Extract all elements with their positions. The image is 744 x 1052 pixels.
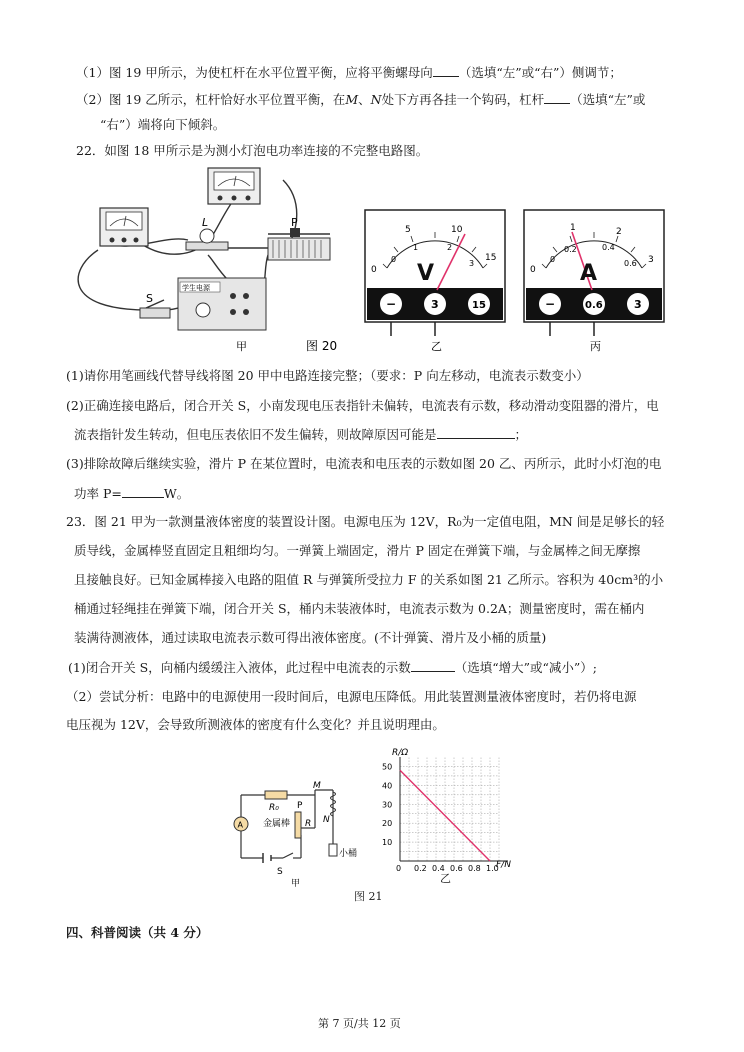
x-tick-label: 0.8: [468, 864, 481, 873]
answer-blank[interactable]: [433, 63, 459, 77]
switch-s-label: S: [277, 867, 283, 877]
q23-stem-4: 桶通过轻绳挂在弹簧下端，闭合开关 S，桶内未装液体时，电流表示数为 0.2A；测量密度时，需在桶内: [74, 601, 645, 616]
svg-text:1: 1: [413, 243, 419, 252]
svg-text:3: 3: [634, 298, 642, 311]
rheostat: [268, 216, 330, 260]
y-tick-label: 30: [382, 800, 393, 810]
svg-text:0: 0: [391, 255, 397, 264]
ammeter-dial: [524, 210, 664, 353]
answer-blank[interactable]: [122, 484, 164, 498]
label-bing: 丙: [590, 340, 601, 353]
figure-21-caption: 图 21: [354, 890, 383, 903]
y-tick-label: 40: [382, 781, 393, 791]
figure-21-chart: [378, 745, 518, 885]
y-tick-label: 50: [382, 762, 393, 772]
terminal-3: 3: [431, 298, 439, 311]
q21-part2: （2）图 19 乙所示，杠杆恰好水平位置平衡，在M、N处下方再各挂一个钩码，杠杆 （选填“左”或: [76, 92, 646, 107]
figure-20-caption: 图 20: [306, 339, 338, 353]
svg-text:15: 15: [485, 253, 497, 263]
svg-text:3: 3: [469, 259, 475, 268]
q22-part2: (2)正确连接电路后，闭合开关 S，小南发现电压表指针未偏转，电流表有示数，移动滑动变阻器的滑片，电: [66, 398, 659, 413]
x-tick-label: 0.2: [414, 864, 427, 873]
svg-text:2: 2: [616, 227, 622, 237]
svg-text:3: 3: [648, 255, 654, 265]
svg-text:0.6: 0.6: [585, 300, 603, 311]
power-label: 学生电源: [182, 284, 210, 292]
ammeter-unit: A: [580, 261, 598, 286]
chart-ylabel: R/Ω: [392, 748, 409, 758]
q21-part2-text: （2）图 19 乙所示，杠杆恰好水平位置平衡，在: [76, 92, 346, 107]
q21-part2-mid: 处下方再各挂一个钩码，杠杆: [381, 92, 545, 107]
fig21-label-jia: 甲: [291, 879, 301, 889]
answer-blank[interactable]: [544, 90, 570, 104]
svg-text:5: 5: [405, 225, 411, 235]
q22-part3: (3)排除故障后继续实验，滑片 P 在某位置时，电流表和电压表的示数如图 20 乙、丙所示，此时小灯泡的电: [66, 456, 662, 471]
ammeter-device: [100, 208, 148, 246]
chart-grid: [400, 757, 499, 861]
q21-part1-tail: （选填“左”或“右”）侧调节；: [458, 65, 622, 80]
voltmeter-dial: [365, 210, 505, 353]
p-label: P: [297, 801, 303, 811]
power-supply: [178, 278, 266, 330]
q22-part3-cont: 功率 P= W。: [74, 486, 190, 501]
ammeter-label: A: [237, 820, 243, 830]
q23-stem-3: 且接触良好。已知金属棒接入电路的阻值 R 与弹簧所受拉力 F 的关系如图 21 乙所示。容积为 40cm³的小: [74, 572, 664, 587]
page-footer: 第 7 页/共 12 页: [318, 1017, 401, 1030]
m-label: M: [313, 781, 321, 791]
slider-label: P: [291, 216, 298, 229]
q22-part2-cont: 流表指针发生转动，但电压表依旧不发生偏转，则故障原因可能是 ；: [74, 427, 528, 442]
q21-part2-cont: “右”）端将向下倾斜。: [100, 117, 226, 132]
q23-part2: （2）尝试分析：电路中的电源使用一段时间后，电源电压降低。用此装置测量液体密度时，若仍将电源: [66, 689, 637, 704]
figure-20: [68, 160, 698, 360]
x-tick-label: 0.4: [432, 864, 445, 873]
series-line: [400, 770, 490, 861]
figure-21-circuit: [225, 780, 375, 890]
switch: [140, 292, 170, 318]
svg-text:1: 1: [570, 223, 576, 233]
q22-part1: (1)请你用笔画线代替导线将图 20 甲中电路连接完整；（要求：P 向左移动，电流表示数变小）: [66, 368, 589, 383]
svg-text:−: −: [545, 297, 556, 311]
lamp: [186, 216, 228, 250]
voltmeter-device: [208, 168, 260, 204]
r0-label: R₀: [269, 803, 279, 813]
label-yi: 乙: [431, 340, 442, 353]
q21-part1-text: （1）图 19 甲所示，为使杠杆在水平位置平衡，应将平衡螺母向: [76, 65, 433, 80]
q23-stem-2: 质导线，金属棒竖直固定且粗细均匀。一弹簧上端固定，滑片 P 固定在弹簧下端，与金属棒之间无摩擦: [74, 543, 641, 558]
svg-text:10: 10: [451, 225, 463, 235]
lamp-label: L: [202, 216, 209, 229]
q23-part1: (1)闭合开关 S，向桶内缓缓注入液体，此过程中电流表的示数 （选填“增大”或“减小”）;: [68, 660, 598, 675]
svg-text:0: 0: [550, 255, 556, 264]
y-tick-label: 20: [382, 819, 393, 829]
section-4-heading: 四、科普阅读（共 4 分）: [66, 925, 209, 940]
q23-stem-1: 23．图 21 甲为一款测量液体密度的装置设计图。电源电压为 12V，R₀为一定值电阻，MN 间是足够长的轻: [66, 514, 665, 529]
x-tick-label: 0: [396, 864, 402, 873]
svg-text:0.2: 0.2: [564, 245, 577, 254]
svg-text:0: 0: [371, 265, 377, 275]
q21-part1: [76, 63, 622, 82]
switch-label: S: [146, 292, 153, 305]
x-tick-label: 1.0: [486, 864, 499, 873]
fig21-label-yi: 乙: [440, 872, 451, 885]
answer-blank[interactable]: [411, 658, 455, 672]
answer-blank[interactable]: [437, 425, 515, 439]
svg-text:2: 2: [447, 243, 453, 252]
chart-series: [400, 770, 490, 861]
terminal-15: 15: [472, 300, 486, 311]
x-tick-label: 0.6: [450, 864, 463, 873]
r-label: R: [305, 819, 312, 829]
svg-text:0.6: 0.6: [624, 259, 637, 268]
n-label: N: [323, 815, 330, 825]
svg-text:0.4: 0.4: [602, 243, 615, 252]
q23-stem-5: 装满待测液体，通过读取电流表示数可得出液体密度。(不计弹簧、滑片及小桶的质量): [74, 630, 547, 645]
q23-part2-cont: 电压视为 12V，会导致所测液体的密度有什么变化？并且说明理由。: [66, 717, 445, 732]
label-jia: 甲: [236, 340, 247, 353]
y-tick-label: 10: [382, 838, 393, 848]
q21-part2-tail: （选填“左”或: [570, 92, 646, 107]
chart-xlabel: F/N: [496, 860, 511, 870]
rod-label: 金属棒: [263, 819, 291, 829]
bucket-label: 小桶: [339, 849, 358, 859]
voltmeter-unit: V: [417, 261, 435, 286]
q22-stem: 22．如图 18 甲所示是为测小灯泡电功率连接的不完整电路图。: [76, 143, 429, 158]
terminal-minus: −: [386, 297, 397, 311]
svg-text:0: 0: [530, 265, 536, 275]
